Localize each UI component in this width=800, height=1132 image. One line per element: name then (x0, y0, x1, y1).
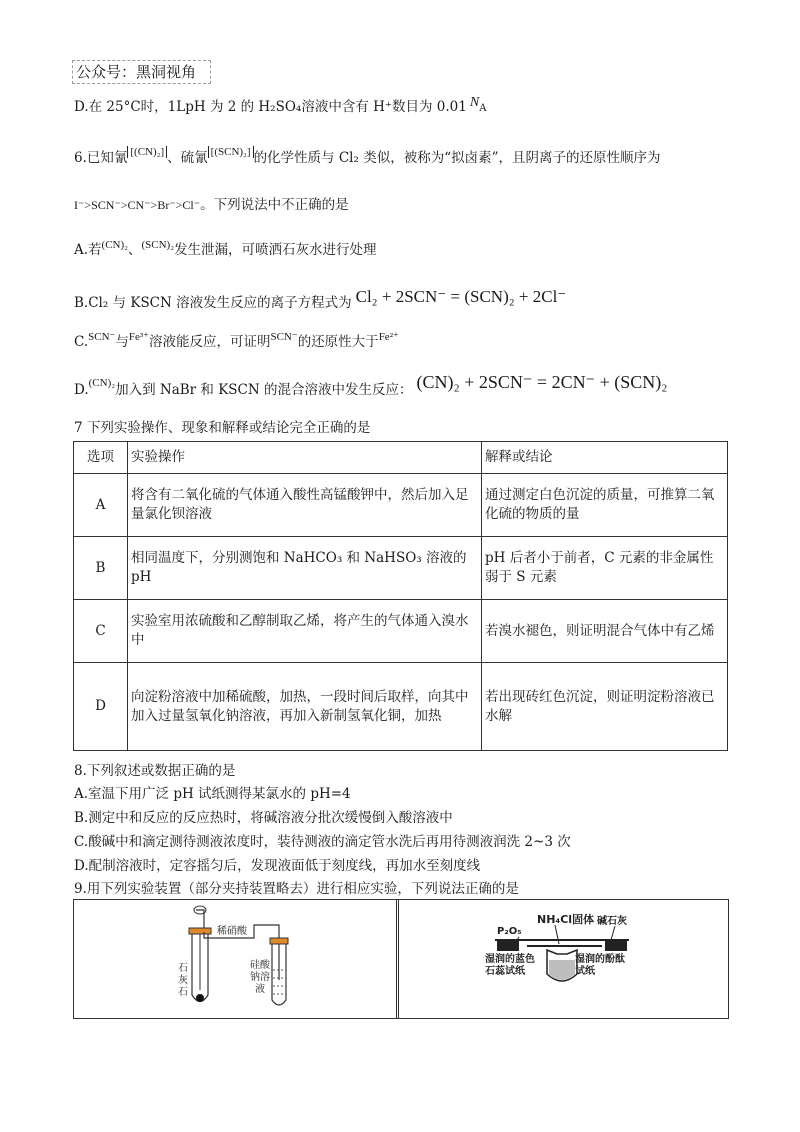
q6-a-formula: (CN)₂ (101, 239, 128, 251)
label-phenolphthalein-line: 试纸 (575, 966, 595, 977)
q5-option-d-text: D.在 25°C时，1LpH 为 2 的 H₂SO₄溶液中含有 H⁺数目为 0.01 (74, 99, 467, 115)
q6-a-part: A.若 (74, 242, 102, 258)
label-p2o5: P₂O₅ (497, 926, 522, 937)
q6-c-formula: SCN⁻ (88, 331, 116, 343)
label-limestone (178, 963, 188, 999)
q9-figure-2 (396, 899, 729, 1019)
q8-stem: 8.下列叙述或数据正确的是 (74, 763, 236, 779)
q7-stem: 7 下列实验操作、现象和解释或结论完全正确的是 (74, 420, 371, 436)
q8-option-a: A.室温下用广泛 pH 试纸测得某氯水的 pH=4 (74, 786, 351, 802)
q6-d-part: D. (74, 382, 89, 398)
row-conclusion: 若溴水褪色，则证明混合气体中有乙烯 (482, 600, 728, 663)
table-row (74, 474, 728, 537)
label-blue-litmus (485, 954, 535, 978)
q6-c-formula: SCN⁻ (270, 331, 298, 343)
row-conclusion: 若出现砖红色沉淀，则证明淀粉溶液已水解 (482, 663, 728, 751)
q8-option-d: D.配制溶液时，定容摇匀后，发现液面低于刻度线，再加水至刻度线 (74, 858, 481, 874)
q6-scn2: [(SCN)₂] (208, 146, 254, 158)
label-silicate-part: 液 (255, 984, 265, 995)
q6-c-part: C. (74, 334, 89, 350)
q6-d-part: 加入到 NaBr 和 KSCN 的混合溶液中发生反应： (115, 382, 413, 398)
q6-b-equation: Cl₂ + 2SCN⁻ = (SCN)₂ + 2Cl⁻ (355, 287, 567, 306)
table-row (74, 663, 728, 751)
q6-c-formula: Fe³⁺ (128, 331, 149, 343)
row-option: D (74, 663, 128, 751)
q5-option-d (74, 95, 486, 116)
q6-a-part: 发生泄漏，可喷洒石灰水进行处理 (174, 242, 377, 258)
q9-stem: 9.用下列实验装置（部分夹持装置略去）进行相应实验，下列说法正确的是 (74, 881, 519, 897)
label-dilute-nitric-acid: 稀硝酸 (217, 926, 247, 937)
q8-option-b: B.测定中和反应的反应热时，将碱溶液分批次缓慢倒入酸溶液中 (74, 810, 453, 826)
q6-option-c (74, 330, 399, 350)
label-nh4cl: NH₄Cl固体 (537, 913, 595, 926)
table-row (74, 600, 728, 663)
row-option: B (74, 537, 128, 600)
row-conclusion: pH 后者小于前者，C 元素的非金属性弱于 S 元素 (482, 537, 728, 600)
q6-stem (74, 146, 661, 166)
row-operation: 将含有二氧化硫的气体通入酸性高锰酸钾中，然后加入足量氯化钡溶液 (128, 474, 482, 537)
row-option: A (74, 474, 128, 537)
header-operation: 实验操作 (128, 442, 482, 474)
q6-d-formula: (CN)₂ (88, 377, 116, 389)
q6-stem-part: 6.已知氰 (74, 150, 128, 166)
watermark: 公众号：黑洞视角 (72, 60, 211, 84)
label-phenolphthalein-line: 湿润的酚酞 (575, 954, 625, 965)
na-symbol: N (469, 95, 480, 110)
q7-table (73, 441, 728, 751)
na-subscript: A (479, 103, 487, 114)
label-limestone-char: 石 (178, 987, 188, 998)
q6-a-part: 、 (128, 242, 142, 258)
q9-figure-1 (73, 899, 399, 1019)
q6-d-equation: (CN)₂ + 2SCN⁻ = 2CN⁻ + (SCN)₂ (416, 372, 668, 392)
label-sodium-silicate (250, 960, 270, 996)
q6-option-b (74, 286, 567, 311)
label-silicate-part: 硅酸 (250, 960, 270, 971)
row-option: C (74, 600, 128, 663)
row-operation: 实验室用浓硫酸和乙醇制取乙烯，将产生的气体通入溴水中 (128, 600, 482, 663)
label-limestone-char: 灰 (178, 975, 188, 986)
label-blue-litmus-line: 石蕊试纸 (485, 966, 525, 977)
q6-order: I⁻>SCN⁻>CN⁻>Br⁻>Cl⁻ (74, 198, 201, 212)
q6-c-formula: Fe²⁺ (378, 331, 399, 343)
q6-question: 。下列说法中不正确的是 (200, 197, 349, 213)
table-header-row (74, 442, 728, 474)
label-soda-lime: 碱石灰 (597, 916, 627, 927)
apparatus-1-drawing (74, 900, 398, 1018)
label-blue-litmus-line: 湿润的蓝色 (485, 954, 535, 965)
q6-cn2: [(CN)₂] (127, 146, 167, 158)
q6-stem-part: 、硫氰 (167, 150, 208, 166)
label-limestone-char: 石 (178, 963, 188, 974)
row-conclusion: 通过测定白色沉淀的质量，可推算二氧化硫的物质的量 (482, 474, 728, 537)
q6-c-part: 与 (115, 334, 129, 350)
header-conclusion: 解释或结论 (482, 442, 728, 474)
row-operation: 相同温度下，分别测饱和 NaHCO₃ 和 NaHSO₃ 溶液的 pH (128, 537, 482, 600)
label-silicate-part: 钠溶 (250, 972, 270, 983)
q6-stem-part: 的化学性质与 Cl₂ 类似，被称为“拟卤素”，且阴离子的还原性顺序为 (253, 150, 661, 166)
q6-a-formula: (SCN)₂ (141, 239, 175, 251)
q6-order-line (74, 193, 349, 213)
q6-option-d (74, 372, 668, 398)
q6-c-part: 的还原性大于 (297, 334, 379, 350)
q8-option-c: C.酸碱中和滴定测待测液浓度时，装待测液的滴定管水洗后再用待测液润洗 2~3 次 (74, 834, 571, 850)
row-operation: 向淀粉溶液中加稀硫酸，加热，一段时间后取样，向其中加入过量氢氧化钠溶液，再加入新制氢氧化铜，加热 (128, 663, 482, 751)
q6-b-part: B.Cl₂ 与 KSCN 溶液发生反应的离子方程式为 (74, 295, 352, 311)
table-row (74, 537, 728, 600)
q6-c-part: 溶液能反应，可证明 (148, 334, 271, 350)
q6-option-a (74, 238, 377, 258)
header-option: 选项 (74, 442, 128, 474)
label-phenolphthalein (575, 954, 625, 978)
